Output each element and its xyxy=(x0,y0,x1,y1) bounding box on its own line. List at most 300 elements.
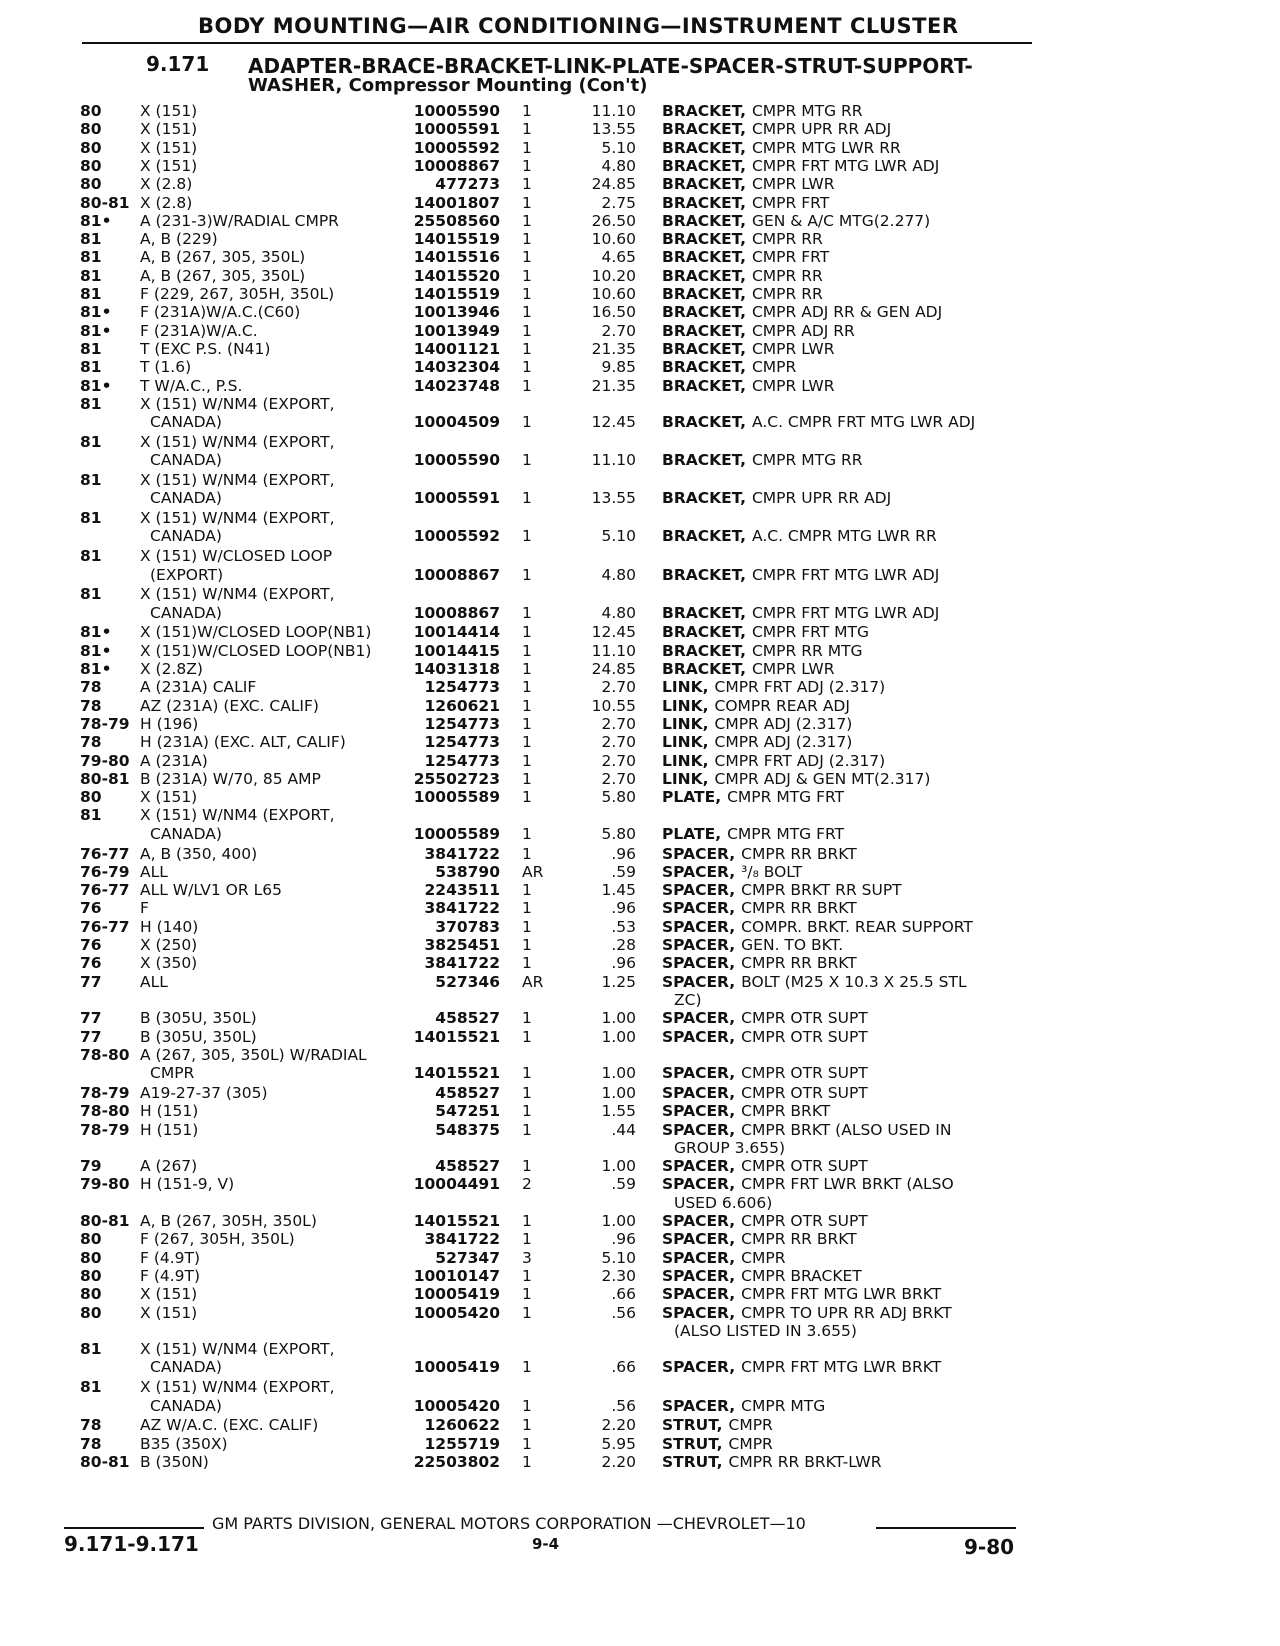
year-range: 80 xyxy=(80,175,102,194)
price: 2.70 xyxy=(601,733,636,752)
year-range: 81 xyxy=(80,432,102,451)
model-application: X (151) W/NM4 (EXPORT, xyxy=(140,585,335,604)
quantity: 1 xyxy=(522,321,532,340)
part-number: 3841722 xyxy=(424,844,500,863)
part-detail: CMPR OTR SUPT xyxy=(741,1064,868,1083)
part-name: SPACER, xyxy=(662,972,736,991)
part-detail: CMPR xyxy=(728,1416,773,1435)
part-number: 1260622 xyxy=(424,1416,500,1435)
part-detail: CMPR MTG FRT xyxy=(727,824,845,843)
part-number: 14032304 xyxy=(413,358,500,377)
part-detail: CMPR OTR SUPT xyxy=(741,1027,868,1046)
quantity: 1 xyxy=(522,1434,532,1453)
part-description xyxy=(662,194,1020,213)
quantity: 1 xyxy=(522,623,532,642)
price: 12.45 xyxy=(591,623,636,642)
table-row xyxy=(0,936,1280,955)
price: 2.20 xyxy=(601,1416,636,1435)
part-description xyxy=(662,1212,1020,1231)
part-detail: COMPR. BRKT. REAR SUPPORT xyxy=(741,917,973,936)
table-row xyxy=(0,395,1280,414)
year-range: 81 xyxy=(80,471,102,489)
model-application: X (151) W/NM4 (EXPORT, xyxy=(140,509,335,528)
part-detail: ³/₈ BOLT xyxy=(741,862,803,881)
table-row-continued xyxy=(0,527,1280,546)
part-number: 1254773 xyxy=(424,678,500,697)
price: .96 xyxy=(611,954,636,973)
part-number: 10008867 xyxy=(413,156,500,175)
model-application-cont: CANADA) xyxy=(150,489,222,508)
part-name: SPACER, xyxy=(662,917,736,936)
price: 2.30 xyxy=(601,1266,636,1285)
table-row xyxy=(0,1028,1280,1047)
part-detail: CMPR LWR xyxy=(751,376,835,395)
part-description xyxy=(662,1453,1020,1472)
year-range: 81 xyxy=(80,266,102,285)
quantity: 1 xyxy=(522,881,532,900)
model-application: X (250) xyxy=(140,936,198,954)
part-description xyxy=(662,954,1020,973)
model-application: A, B (267, 305, 350L) xyxy=(140,248,306,267)
quantity: 1 xyxy=(522,248,532,267)
quantity: 1 xyxy=(522,1212,532,1230)
table-row xyxy=(0,248,1280,267)
part-number: 10013949 xyxy=(413,321,500,340)
year-range: 78 xyxy=(80,696,102,715)
price: 10.60 xyxy=(591,230,636,249)
part-name: STRUT, xyxy=(662,1416,723,1435)
part-number: 14031318 xyxy=(413,660,500,678)
table-row xyxy=(0,660,1280,679)
part-number: 10008867 xyxy=(413,603,500,622)
part-description xyxy=(662,303,1020,322)
part-number: 3841722 xyxy=(424,899,500,918)
quantity: 1 xyxy=(522,824,532,843)
part-number: 477273 xyxy=(435,175,500,194)
year-range: 81 xyxy=(80,394,102,413)
table-row xyxy=(0,881,1280,900)
part-description xyxy=(662,863,1020,882)
table-row xyxy=(0,120,1280,139)
table-row xyxy=(0,1267,1280,1286)
part-number: 10005590 xyxy=(413,102,500,120)
model-application: A19-27-37 (305) xyxy=(140,1083,268,1102)
part-number: 1255719 xyxy=(424,1434,500,1453)
part-detail: CMPR MTG FRT xyxy=(727,788,845,807)
quantity: 1 xyxy=(522,266,532,285)
section-title-line1: ADAPTER-BRACE-BRACKET-LINK-PLATE-SPACER-STRUT-SUPPORT- xyxy=(248,54,973,78)
part-name: SPACER, xyxy=(662,899,736,918)
year-range: 81 xyxy=(80,248,102,267)
part-name: SPACER, xyxy=(662,1358,736,1377)
year-range: 78-80 xyxy=(80,1102,130,1121)
part-name: BRACKET, xyxy=(662,193,746,212)
part-name: BRACKET, xyxy=(662,603,746,622)
part-description xyxy=(662,413,1020,432)
year-range: 78-80 xyxy=(80,1045,130,1064)
quantity: 1 xyxy=(522,733,532,752)
part-name: LINK, xyxy=(662,769,709,788)
quantity: 1 xyxy=(522,1303,532,1322)
description-cont: USED 6.606) xyxy=(674,1193,773,1212)
part-detail: CMPR RR BRKT xyxy=(741,954,857,973)
quantity: 1 xyxy=(522,751,532,770)
model-application: X (151) xyxy=(140,156,198,175)
part-name: BRACKET, xyxy=(662,641,746,660)
part-description xyxy=(662,267,1020,286)
quantity: 1 xyxy=(522,641,532,660)
part-detail: CMPR RR MTG xyxy=(751,641,863,660)
table-row xyxy=(0,1084,1280,1103)
part-description xyxy=(662,936,1020,955)
year-range: 80 xyxy=(80,138,102,157)
part-description xyxy=(662,642,1020,661)
part-detail: CMPR RR xyxy=(751,230,823,249)
model-application: X (151) xyxy=(140,102,198,120)
part-name: BRACKET, xyxy=(662,303,746,322)
quantity: 1 xyxy=(522,1157,532,1176)
part-name: BRACKET, xyxy=(662,120,746,139)
part-detail: CMPR BRKT (ALSO USED IN xyxy=(741,1120,952,1139)
price: .44 xyxy=(611,1120,636,1139)
table-row xyxy=(0,285,1280,304)
price: 21.35 xyxy=(591,339,636,358)
price: 5.10 xyxy=(601,1248,636,1267)
model-application: X (151) xyxy=(140,120,198,139)
table-row xyxy=(0,1212,1280,1231)
model-application: F xyxy=(140,899,149,918)
footer-publisher: GM PARTS DIVISION, GENERAL MOTORS CORPORATION —CHEVROLET—10 xyxy=(212,1514,806,1533)
part-name: SPACER, xyxy=(662,1083,736,1102)
part-detail: CMPR RR xyxy=(751,285,823,303)
part-number: 10005592 xyxy=(413,527,500,546)
table-row-continued xyxy=(0,604,1280,623)
price: 1.25 xyxy=(601,972,636,991)
part-description xyxy=(662,788,1020,807)
table-row xyxy=(0,1175,1280,1194)
quantity: 1 xyxy=(522,413,532,432)
table-row xyxy=(0,788,1280,807)
price: 13.55 xyxy=(591,489,636,508)
model-application: X (151) W/NM4 (EXPORT, xyxy=(140,432,335,451)
price: .56 xyxy=(611,1303,636,1322)
price: 2.70 xyxy=(601,714,636,733)
model-application: F (231A)W/A.C.(C60) xyxy=(140,303,301,322)
price: 2.75 xyxy=(601,193,636,212)
quantity: 1 xyxy=(522,696,532,715)
part-detail: CMPR ADJ (2.317) xyxy=(714,733,853,752)
quantity: 1 xyxy=(522,1230,532,1249)
model-application: F (4.9T) xyxy=(140,1266,201,1285)
quantity: 1 xyxy=(522,451,532,470)
part-name: BRACKET, xyxy=(662,358,746,377)
model-application: H (231A) (EXC. ALT, CALIF) xyxy=(140,733,346,752)
part-name: LINK, xyxy=(662,751,709,770)
part-number: 14023748 xyxy=(413,376,500,395)
part-description xyxy=(662,340,1020,359)
table-row xyxy=(0,1304,1280,1323)
part-description xyxy=(662,451,1020,470)
part-number: 548375 xyxy=(435,1120,500,1139)
quantity: 1 xyxy=(522,660,532,678)
year-range: 76-77 xyxy=(80,844,130,863)
model-application: F (267, 305H, 350L) xyxy=(140,1230,295,1249)
part-detail: CMPR UPR RR ADJ xyxy=(751,120,892,139)
part-detail: GEN & A/C MTG(2.277) xyxy=(751,211,931,230)
part-detail: CMPR FRT xyxy=(751,193,830,212)
price: 5.10 xyxy=(601,527,636,546)
price: .66 xyxy=(611,1285,636,1304)
quantity: 1 xyxy=(522,899,532,918)
part-name: SPACER, xyxy=(662,1212,736,1230)
price: 1.55 xyxy=(601,1102,636,1121)
model-application: B (305U, 350L) xyxy=(140,1009,257,1028)
model-application: H (151) xyxy=(140,1120,199,1139)
part-detail: CMPR ADJ RR & GEN ADJ xyxy=(751,303,943,322)
model-application-cont: CANADA) xyxy=(150,413,222,432)
part-detail: CMPR UPR RR ADJ xyxy=(751,489,892,508)
year-range: 81 xyxy=(80,1340,102,1359)
part-detail: CMPR ADJ (2.317) xyxy=(714,714,853,733)
part-number: 10008867 xyxy=(413,565,500,584)
part-name: SPACER, xyxy=(662,1285,736,1304)
part-number: 370783 xyxy=(435,917,500,936)
part-description xyxy=(662,678,1020,697)
part-name: SPACER, xyxy=(662,1009,736,1028)
part-number: 1254773 xyxy=(424,714,500,733)
part-description xyxy=(662,1249,1020,1268)
part-detail: CMPR RR xyxy=(751,266,823,285)
price: 24.85 xyxy=(591,175,636,194)
quantity: 1 xyxy=(522,1416,532,1435)
part-detail: CMPR MTG LWR RR xyxy=(751,138,901,157)
table-row xyxy=(0,1121,1280,1140)
quantity: 1 xyxy=(522,565,532,584)
model-application-cont: CANADA) xyxy=(150,824,222,843)
part-number: 458527 xyxy=(435,1083,500,1102)
part-number: 10004491 xyxy=(413,1175,500,1194)
quantity: AR xyxy=(522,862,544,881)
part-name: SPACER, xyxy=(662,1230,736,1249)
part-name: BRACKET, xyxy=(662,156,746,175)
table-row xyxy=(0,1378,1280,1397)
model-application: F (229, 267, 305H, 350L) xyxy=(140,285,335,303)
part-name: BRACKET, xyxy=(662,489,746,508)
part-number: 1254773 xyxy=(424,733,500,752)
quantity: 1 xyxy=(522,1266,532,1285)
part-number: 14001807 xyxy=(413,193,500,212)
quantity: 1 xyxy=(522,376,532,395)
quantity: 1 xyxy=(522,1064,532,1083)
table-row xyxy=(0,806,1280,825)
price: 21.35 xyxy=(591,376,636,395)
part-detail: A.C. CMPR MTG LWR RR xyxy=(751,527,937,546)
table-row-continued xyxy=(0,1064,1280,1083)
part-name: BRACKET, xyxy=(662,339,746,358)
year-range: 81• xyxy=(80,660,112,678)
part-detail: CMPR FRT MTG LWR ADJ xyxy=(751,603,940,622)
price: .56 xyxy=(611,1396,636,1415)
price: .53 xyxy=(611,917,636,936)
year-range: 76-79 xyxy=(80,862,130,881)
quantity: 1 xyxy=(522,769,532,788)
part-name: SPACER, xyxy=(662,954,736,973)
part-name: BRACKET, xyxy=(662,285,746,303)
year-range: 80-81 xyxy=(80,193,130,212)
year-range: 80 xyxy=(80,1285,102,1304)
quantity: 1 xyxy=(522,714,532,733)
quantity: 1 xyxy=(522,678,532,697)
price: .96 xyxy=(611,899,636,918)
year-range: 81 xyxy=(80,806,102,825)
part-number: 458527 xyxy=(435,1009,500,1028)
part-name: BRACKET, xyxy=(662,623,746,642)
model-application: X (151)W/CLOSED LOOP(NB1) xyxy=(140,641,372,660)
quantity: 1 xyxy=(522,1285,532,1304)
part-number: 22503802 xyxy=(413,1452,500,1471)
year-range: 78 xyxy=(80,1416,102,1435)
part-detail: CMPR FRT MTG LWR BRKT xyxy=(741,1285,942,1304)
part-number: 10014414 xyxy=(413,623,500,642)
table-row xyxy=(0,471,1280,490)
model-application: X (151) W/NM4 (EXPORT, xyxy=(140,394,335,413)
quantity: 1 xyxy=(522,788,532,807)
year-range: 78 xyxy=(80,678,102,697)
table-row xyxy=(0,863,1280,882)
price: .96 xyxy=(611,1230,636,1249)
model-application: A (231A) xyxy=(140,751,208,770)
part-detail: CMPR FRT ADJ (2.317) xyxy=(714,678,886,697)
table-row xyxy=(0,1230,1280,1249)
year-range: 81 xyxy=(80,230,102,249)
part-detail: CMPR FRT xyxy=(751,248,830,267)
table-row xyxy=(0,954,1280,973)
model-application: H (151-9, V) xyxy=(140,1175,235,1194)
model-application: T (EXC P.S. (N41) xyxy=(140,339,271,358)
part-description xyxy=(662,660,1020,679)
part-name: STRUT, xyxy=(662,1452,723,1471)
price: 1.45 xyxy=(601,881,636,900)
part-name: BRACKET, xyxy=(662,321,746,340)
table-row-continued xyxy=(0,566,1280,585)
quantity: 1 xyxy=(522,1102,532,1121)
part-description xyxy=(662,1397,1020,1416)
quantity: 1 xyxy=(522,844,532,863)
part-description xyxy=(662,881,1020,900)
part-detail: CMPR TO UPR RR ADJ BRKT xyxy=(741,1303,952,1322)
part-description xyxy=(662,1028,1020,1047)
price: 1.00 xyxy=(601,1157,636,1176)
part-description xyxy=(662,918,1020,937)
part-description xyxy=(662,230,1020,249)
part-detail: CMPR FRT LWR BRKT (ALSO xyxy=(741,1175,954,1194)
model-application: X (151) W/NM4 (EXPORT, xyxy=(140,471,335,489)
quantity: 1 xyxy=(522,193,532,212)
part-name: SPACER, xyxy=(662,1102,736,1121)
price: 12.45 xyxy=(591,413,636,432)
model-application: X (151) xyxy=(140,138,198,157)
part-detail: CMPR MTG RR xyxy=(751,451,863,470)
part-number: 10005591 xyxy=(413,120,500,139)
quantity: 3 xyxy=(522,1248,532,1267)
part-name: STRUT, xyxy=(662,1434,723,1453)
model-application: X (151) W/NM4 (EXPORT, xyxy=(140,806,335,825)
part-description xyxy=(662,770,1020,789)
table-row-continued xyxy=(0,1358,1280,1377)
part-detail: CMPR OTR SUPT xyxy=(741,1157,868,1176)
part-number: 14015521 xyxy=(413,1064,500,1083)
model-application: X (151) xyxy=(140,1303,198,1322)
model-application: X (151) xyxy=(140,1285,198,1304)
table-row xyxy=(0,1435,1280,1454)
table-row xyxy=(0,1102,1280,1121)
part-name: SPACER, xyxy=(662,1175,736,1194)
part-name: LINK, xyxy=(662,714,709,733)
part-name: SPACER, xyxy=(662,844,736,863)
quantity: 1 xyxy=(522,954,532,973)
year-range: 76 xyxy=(80,899,102,918)
part-detail: CMPR RR BRKT xyxy=(741,1230,857,1249)
year-range: 81• xyxy=(80,211,112,230)
table-row xyxy=(0,752,1280,771)
part-number: 10005590 xyxy=(413,451,500,470)
part-detail: CMPR RR BRKT xyxy=(741,844,857,863)
price: 1.00 xyxy=(601,1212,636,1230)
price: 11.10 xyxy=(591,102,636,120)
quantity: 1 xyxy=(522,1120,532,1139)
part-number: 3825451 xyxy=(424,936,500,954)
part-number: 14015521 xyxy=(413,1027,500,1046)
part-detail: CMPR FRT MTG xyxy=(751,623,870,642)
part-name: SPACER, xyxy=(662,1248,736,1267)
model-application: A (231-3)W/RADIAL CMPR xyxy=(140,211,339,230)
price: 10.60 xyxy=(591,285,636,303)
year-range: 81 xyxy=(80,358,102,377)
part-detail: CMPR RR BRKT-LWR xyxy=(728,1452,882,1471)
model-application: AZ W/A.C. (EXC. CALIF) xyxy=(140,1416,319,1435)
quantity: 1 xyxy=(522,1009,532,1028)
year-range: 78-79 xyxy=(80,1083,130,1102)
table-row-continued xyxy=(0,1397,1280,1416)
footer-section-range: 9.171-9.171 xyxy=(64,1532,199,1556)
table-row-continued xyxy=(0,489,1280,508)
year-range: 80 xyxy=(80,788,102,807)
model-application: X (2.8Z) xyxy=(140,660,203,678)
year-range: 77 xyxy=(80,1009,102,1028)
part-name: BRACKET, xyxy=(662,451,746,470)
table-row xyxy=(0,358,1280,377)
table-row xyxy=(0,973,1280,992)
part-name: SPACER, xyxy=(662,1266,736,1285)
part-number: 3841722 xyxy=(424,954,500,973)
model-application: F (231A)W/A.C. xyxy=(140,321,258,340)
part-description xyxy=(662,899,1020,918)
quantity: 1 xyxy=(522,936,532,954)
part-name: SPACER, xyxy=(662,1303,736,1322)
price: .96 xyxy=(611,844,636,863)
table-row xyxy=(0,267,1280,286)
year-range: 80-81 xyxy=(80,1452,130,1471)
table-row xyxy=(0,175,1280,194)
quantity: 1 xyxy=(522,156,532,175)
price: 5.80 xyxy=(601,788,636,807)
part-detail: A.C. CMPR FRT MTG LWR ADJ xyxy=(751,413,976,432)
price: 5.10 xyxy=(601,138,636,157)
quantity: 1 xyxy=(522,230,532,249)
model-application: H (140) xyxy=(140,917,199,936)
part-number: 14001121 xyxy=(413,339,500,358)
footer-rule-right xyxy=(876,1527,1016,1529)
